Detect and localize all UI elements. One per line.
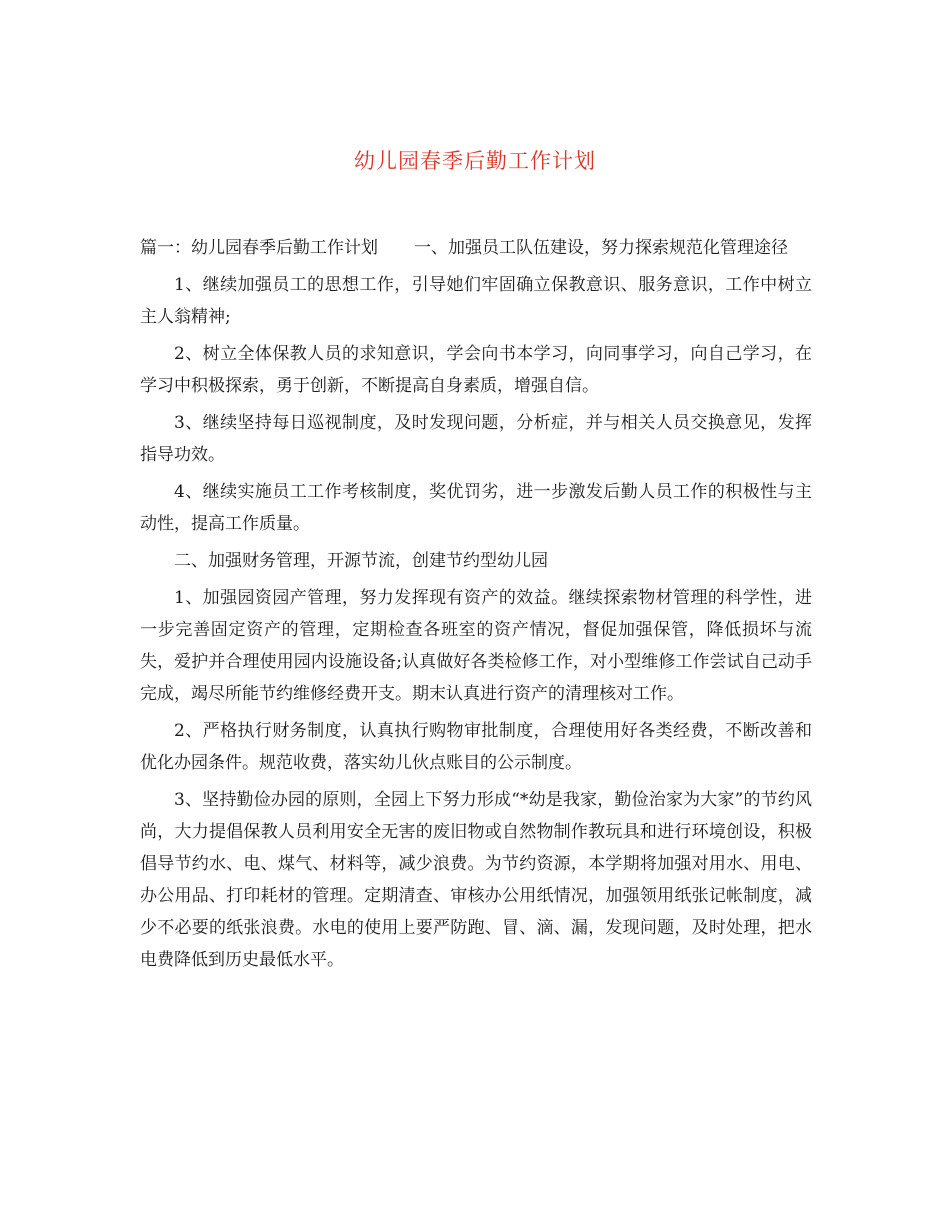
document-body <box>140 232 812 981</box>
paragraph-6: 2、严格执行财务制度，认真执行购物审批制度，合理使用好各类经费，不断改善和优化办园条件。规范收费，落实幼儿伙点账目的公示制度。 <box>140 721 812 773</box>
intro-label: 篇一：幼儿园春季后勤工作计划 <box>140 238 378 258</box>
paragraph-3: 3、继续坚持每日巡视制度，及时发现问题，分析症，并与相关人员交换意见，发挥指导功效。 <box>140 413 812 465</box>
paragraph-4: 4、继续实施员工工作考核制度，奖优罚劣，进一步激发后勤人员工作的积极性与主动性，提高工作质量。 <box>140 482 812 534</box>
paragraph-7: 3、坚持勤俭办园的原则，全园上下努力形成“*幼是我家，勤俭治家为大家”的节约风尚，大力提倡保教人员利用安全无害的废旧物或自然物制作教玩具和进行环境创设，积极倡导节约水、电、煤气、材料等，减少浪费。为节约资源，本学期将加强对用水、用电、办公用品、打印耗材的管理。定期清查、审核办公用纸情况，加强领用纸张记帐制度，减少不必要的纸张浪费。水电的使用上要严防跑、冒、滴、漏，发现问题，及时处理，把水电费降低到历史最低水平。 <box>140 790 812 970</box>
document-title: 幼儿园春季后勤工作计划 <box>354 149 596 173</box>
section-heading-2: 二、加强财务管理，开源节流，创建节约型幼儿园 <box>174 551 548 571</box>
paragraph-1: 1、继续加强员工的思想工作，引导她们牢固确立保教意识、服务意识，工作中树立主人翁精神; <box>140 275 812 327</box>
intro-text: 一、加强员工队伍建设，努力探索规范化管理途径 <box>414 238 788 258</box>
paragraph-5: 1、加强园资园产管理，努力发挥现有资产的效益。继续探索物材管理的科学性，进一步完善固定资产的管理，定期检查各班室的资产情况，督促加强保管，降低损坏与流失，爱护并合理使用园内设施设备;认真做好各类检修工作，对小型维修工作尝试自己动手完成，竭尽所能节约维修经费开支。期末认真进行资产的清理核对工作。 <box>140 588 812 704</box>
paragraph-2: 2、树立全体保教人员的求知意识，学会向书本学习，向同事学习，向自己学习，在学习中积极探索，勇于创新，不断提高自身素质，增强自信。 <box>140 344 812 396</box>
intro-paragraph <box>140 232 812 264</box>
